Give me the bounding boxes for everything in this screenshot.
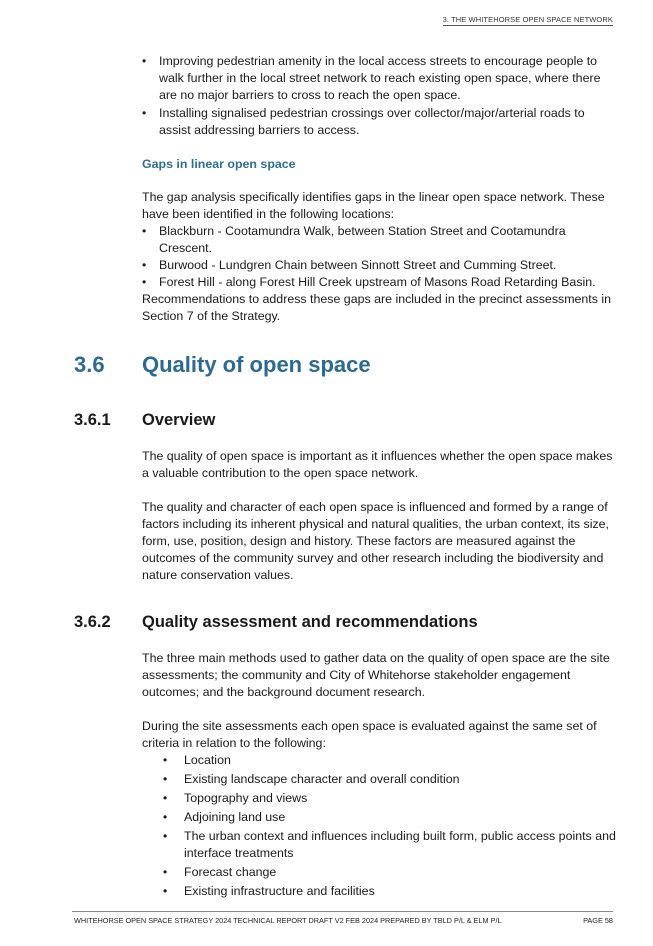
paragraph: During the site assessments each open space is evaluated against the same set of criteria in relation to the following: [142, 719, 597, 750]
list-item [142, 274, 617, 291]
list-item [142, 809, 617, 826]
bullet-icon: • [163, 791, 168, 805]
gap-location: Burwood - Lundgren Chain between Sinnott Street and Cumming Street. [159, 258, 557, 272]
criteria-item: The urban context and influences including built form, public access points and interface treatments [184, 829, 616, 860]
list-item [142, 257, 617, 274]
bullet-icon: • [163, 810, 168, 824]
subsection-number: 3.6.1 [74, 411, 111, 429]
top-bullets [142, 53, 617, 139]
bullet-icon: • [142, 106, 147, 120]
paragraph: The three main methods used to gather data on the quality of open space are the site assessments; the community and City of Whitehorse stakeholder engagement outcomes; and the background document research. [142, 651, 610, 699]
bullet-text: Installing signalised pedestrian crossings over collector/major/arterial roads to assist addressing barriers to access. [159, 106, 585, 137]
quality-body [142, 650, 617, 902]
footer-divider [72, 911, 613, 912]
gaps-heading: Gaps in linear open space [142, 157, 296, 171]
bullet-icon: • [142, 224, 147, 238]
criteria-item: Existing landscape character and overall condition [184, 772, 460, 786]
bullet-icon: • [142, 258, 147, 272]
bullet-icon: • [163, 772, 168, 786]
subsection-title: Quality assessment and recommendations [142, 613, 478, 631]
footer-text: WHITEHORSE OPEN SPACE STRATEGY 2024 TECHNICAL REPORT DRAFT V2 FEB 2024 PREPARED BY TBLD P/L & ELM P/L [74, 916, 502, 925]
paragraph: The quality and character of each open space is influenced and formed by a range of factors including its inherent physical and natural qualities, the urban context, its size, form, use, position, design and history. These factors are measured against the outcomes of the community survey and other research including the biodiversity and nature conservation values. [142, 500, 609, 582]
gap-location: Forest Hill - along Forest Hill Creek upstream of Masons Road Retarding Basin. [159, 275, 596, 289]
criteria-item: Forecast change [184, 865, 277, 879]
criteria-item: Topography and views [184, 791, 308, 805]
list-item [142, 883, 617, 900]
gap-location: Blackburn - Cootamundra Walk, between Station Street and Cootamundra Crescent. [159, 224, 566, 255]
bullet-icon: • [163, 753, 168, 767]
gaps-closing: Recommendations to address these gaps are included in the precinct assessments in Section 7 of the Strategy. [142, 292, 612, 323]
subsection-title: Overview [142, 411, 216, 429]
list-item [142, 53, 617, 104]
subsection-number: 3.6.2 [74, 613, 111, 631]
bullet-icon: • [142, 54, 147, 68]
bullet-icon: • [163, 829, 168, 843]
criteria-item: Adjoining land use [184, 810, 286, 824]
section-title: Quality of open space [142, 352, 371, 377]
list-item [142, 223, 617, 257]
paragraph: The quality of open space is important as it influences whether the open space makes a valuable contribution to the open space network. [142, 449, 613, 480]
bullet-icon: • [163, 884, 168, 898]
list-item [142, 752, 617, 769]
list-item [142, 105, 617, 139]
running-head: 3. THE WHITEHORSE OPEN SPACE NETWORK [442, 15, 613, 24]
bullet-icon: • [142, 275, 147, 289]
page-number: PAGE 58 [583, 916, 613, 925]
gaps-intro: The gap analysis specifically identifies gaps in the linear open space network. These have been identified in the following locations: [142, 190, 605, 221]
bullet-icon: • [163, 865, 168, 879]
criteria-item: Location [184, 753, 231, 767]
section-number: 3.6 [74, 352, 105, 377]
list-item [142, 771, 617, 788]
list-item [142, 864, 617, 881]
list-item [142, 790, 617, 807]
bullet-text: Improving pedestrian amenity in the local access streets to encourage people to walk further in the local street network to reach existing open space, where there are no major barriers to cross to reach the open space. [159, 54, 601, 102]
overview-body [142, 448, 617, 584]
list-item [142, 828, 617, 862]
gaps-block [142, 189, 617, 325]
criteria-item: Existing infrastructure and facilities [184, 884, 375, 898]
